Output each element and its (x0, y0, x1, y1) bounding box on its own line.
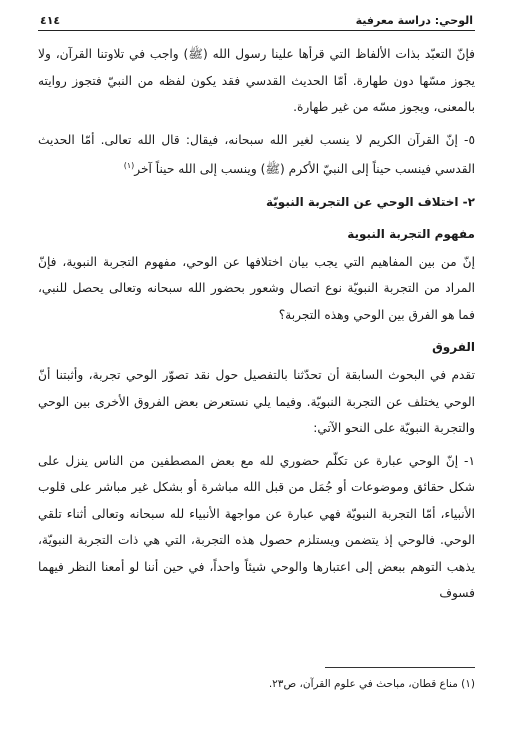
running-title: الوحي: دراسة معرفية (355, 14, 473, 27)
paragraph-4: تقدم في البحوث السابقة أن تحدّثنا بالتفصيل حول نقد تصوّر الوحي تجربة، وأثبتنا أنّ الوحي يختلف عن التجربة النبويّة. وفيما يلي نستعرض بعض الفروق الأخرى بين الوحي والتجربة النبويّة على النحو الآتي: (38, 368, 475, 436)
footnote-rule (325, 667, 475, 668)
paragraph-2 (38, 127, 475, 183)
subheading-differences: الفروق (432, 340, 475, 355)
page-number: ٤١٤ (40, 14, 61, 27)
subheading-concept: مفهوم التجربة النبوية (347, 226, 475, 241)
header-rule (38, 30, 475, 31)
document-page (38, 14, 475, 732)
paragraph-3: إنّ من بين المفاهيم التي يجب بيان اختلافها عن الوحي، مفهوم التجربة النبوية، فإنّ المراد من التجربة النبويّة نوع اتصال وشعور بحضور الله سبحانه وتعالى يحصل للنبي، فما هو الفرق بين الوحي وهذه التجربة؟ (38, 254, 475, 322)
footnote-ref: (١) (123, 161, 135, 170)
paragraph-1: فإنّ التعبّد بذات الألفاظ التي قرأها علينا رسول الله (ﷺ) واجب في تلاوتنا القرآن، ولا يجوز مسّها دون طهارة. أمّا الحديث القدسي فقد يكون لفظه من النبيّ فتجوز روايته بالمعنى، ويجوز مسّه من غير طهارة. (38, 47, 475, 114)
paragraph-2-text: ٥- إنّ القرآن الكريم لا ينسب لغير الله سبحانه، فيقال: قال الله تعالى. أمّا الحديث القدسي فينسب حيناً إلى النبيّ الأكرم (ﷺ) وينسب إلى الله حيناً آخر (38, 132, 475, 177)
section-heading: ٢- اختلاف الوحي عن التجربة النبويّة (266, 194, 475, 209)
paragraph-5: ١- إنّ الوحي عبارة عن تكلّم حضوري لله مع بعض المصطفين من الناس ينزل على شكل حقائق وموضوعات أو جُمَل من قبل الله مباشرة أو بشكل غير مباشر على قلوب الأنبياء، أمّا التجربة النبويّة فهي عبارة عن مواجهة الأنبياء لله سبحانه وتعالى أثناء تلقي الوحي. فالوحي إذ يتضمن ويستلزم حصول هذه التجربة، التي هي ذات التجربة النبويّة، يذهب التوهم ببعض إلى اعتبارها والوحي شيئاً واحداً، في حين أننا لو أمعنا النظر فيهما فسوف (38, 453, 475, 601)
page-header (38, 14, 475, 30)
footnote: (١) مناع قطان، مباحث في علوم القرآن، ص٢٣. (268, 678, 475, 690)
